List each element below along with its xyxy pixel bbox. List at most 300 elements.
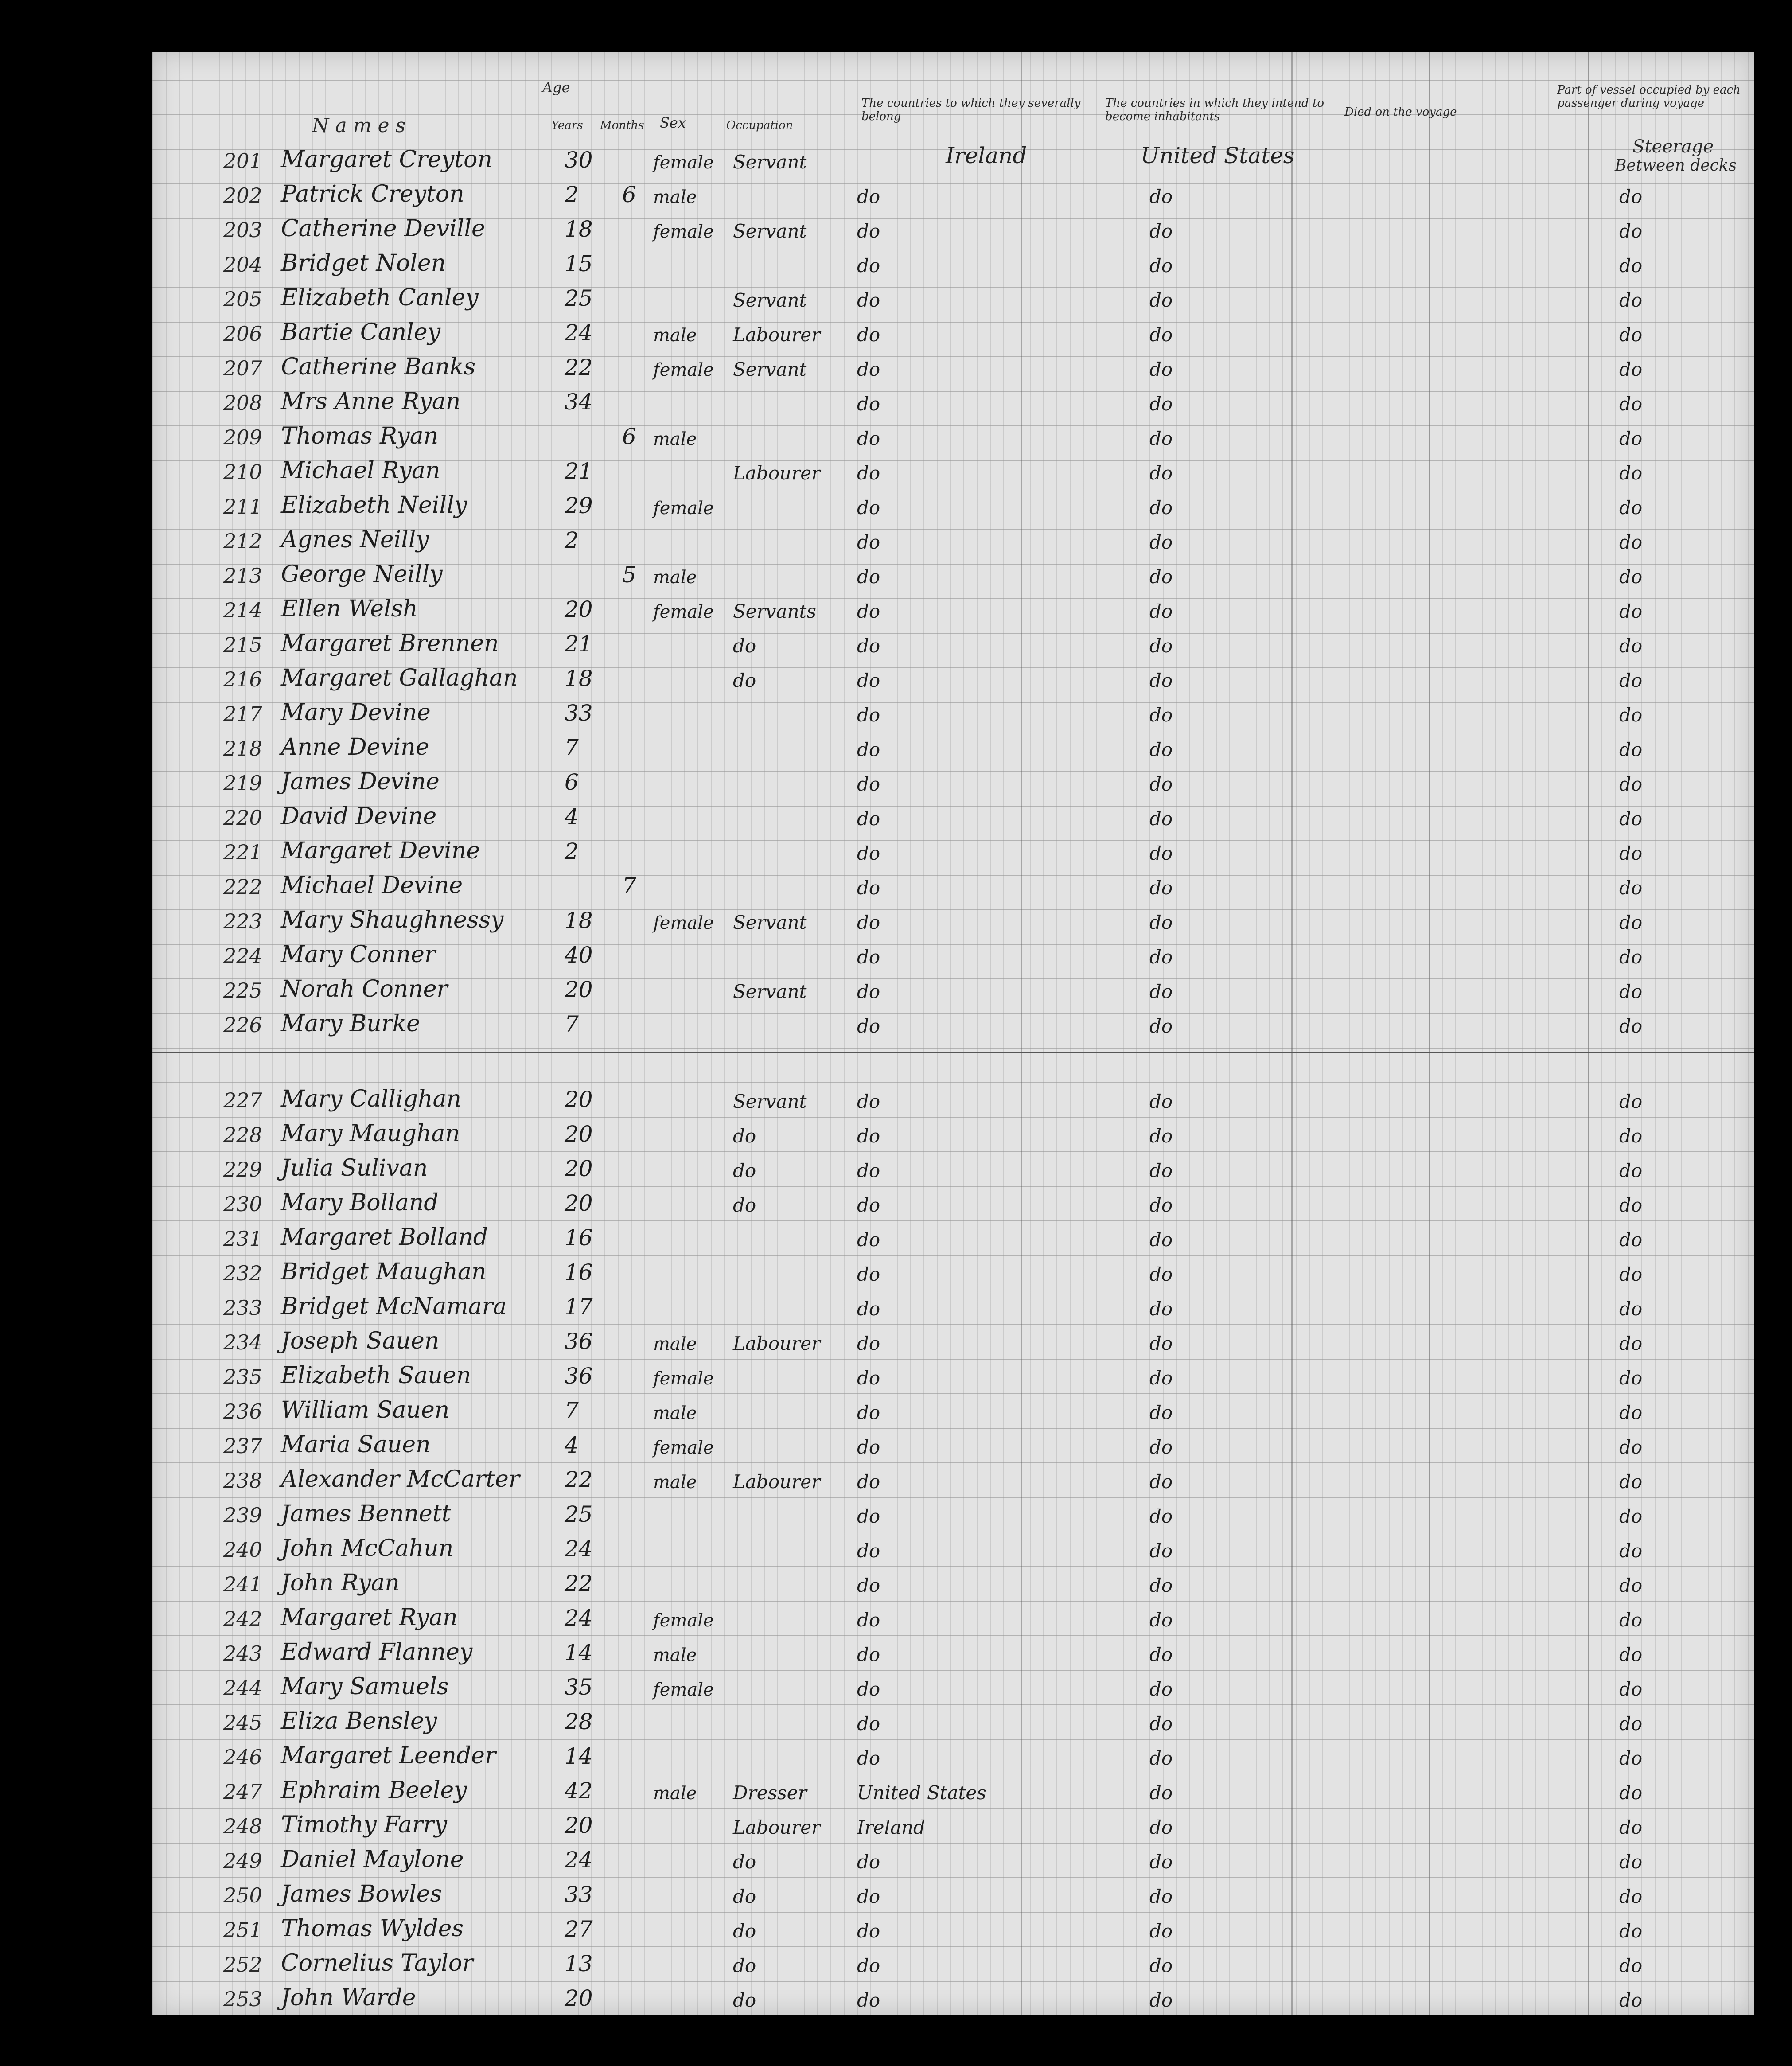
vessel-part: do: [1619, 1091, 1643, 1112]
occupation: Servant: [733, 1091, 807, 1112]
age-years: 20: [565, 1190, 593, 1216]
sex: female: [653, 602, 714, 622]
age-years: 36: [565, 1363, 593, 1389]
passenger-name: Margaret Brennen: [281, 630, 499, 657]
vessel-part: do: [1619, 1263, 1643, 1285]
country-inhabit: do: [1149, 1367, 1173, 1389]
vessel-part: do: [1619, 462, 1643, 484]
row-number: 210: [223, 460, 262, 484]
row-201-country-inhabit: United States: [1141, 143, 1295, 168]
country-belong: do: [857, 1851, 880, 1873]
age-years: 34: [565, 389, 593, 415]
manifest-page: [152, 52, 1754, 2015]
vessel-part: do: [1619, 359, 1643, 380]
row-number: 225: [223, 978, 262, 1002]
table-row: [152, 1772, 1754, 1806]
occupation: do: [733, 1989, 756, 2011]
occupation: do: [733, 1160, 756, 1181]
row-number: 205: [223, 287, 262, 311]
occupation: Servant: [733, 359, 807, 380]
vessel-part: do: [1619, 1471, 1643, 1493]
table-row: [152, 694, 1754, 729]
country-belong: do: [857, 186, 880, 207]
sex: female: [653, 1610, 714, 1631]
country-belong: do: [857, 1367, 880, 1389]
country-inhabit: do: [1149, 773, 1173, 795]
row-number: 231: [223, 1227, 262, 1251]
vessel-part: do: [1619, 1678, 1643, 1700]
country-inhabit: do: [1149, 255, 1173, 277]
age-years: 29: [565, 493, 593, 518]
passenger-name: Julia Sulivan: [281, 1155, 428, 1181]
country-belong: do: [857, 1886, 880, 1907]
table-row: [152, 1357, 1754, 1392]
table-row: [152, 383, 1754, 417]
row-number: 235: [223, 1365, 262, 1389]
country-inhabit: do: [1149, 324, 1173, 346]
row-number: 203: [223, 218, 262, 242]
country-inhabit: do: [1149, 600, 1173, 622]
passenger-name: Alexander McCarter: [281, 1466, 520, 1493]
header-part-vessel: Part of vessel occupied by each passenger during voyage: [1557, 83, 1741, 110]
table-row: [152, 175, 1754, 210]
row-number: 250: [223, 1883, 262, 1907]
sex: male: [653, 429, 697, 449]
row-number: 252: [223, 1953, 262, 1976]
header-sex: Sex: [660, 114, 686, 131]
sex: female: [653, 1368, 714, 1389]
row-number: 229: [223, 1158, 262, 1181]
vessel-part: do: [1619, 1015, 1643, 1037]
age-years: 15: [565, 251, 593, 277]
table-row: [152, 901, 1754, 936]
vessel-part: do: [1619, 531, 1643, 553]
age-months: 5: [622, 562, 636, 588]
passenger-name: James Bowles: [281, 1881, 442, 1907]
row-number: 253: [223, 1987, 262, 2011]
table-row: [152, 729, 1754, 763]
country-belong: do: [857, 428, 880, 449]
table-row: [152, 348, 1754, 383]
sex: female: [653, 498, 714, 518]
table-row: [152, 1219, 1754, 1253]
passenger-name: Mary Conner: [281, 941, 436, 968]
country-belong: do: [857, 1955, 880, 1976]
table-row: [152, 1945, 1754, 1979]
country-inhabit: do: [1149, 531, 1173, 553]
country-belong: do: [857, 255, 880, 277]
age-months: 7: [622, 873, 636, 899]
row-number: 233: [223, 1296, 262, 1320]
age-years: 4: [565, 1432, 579, 1458]
age-years: 21: [565, 631, 593, 657]
row-number: 220: [223, 806, 262, 830]
age-years: 7: [565, 1398, 579, 1423]
age-years: 25: [565, 1501, 593, 1527]
table-row: [152, 659, 1754, 694]
vessel-part: do: [1619, 1609, 1643, 1631]
sex: male: [653, 325, 697, 346]
occupation: do: [733, 1886, 756, 1907]
age-years: 18: [565, 216, 593, 242]
vessel-part: do: [1619, 1747, 1643, 1769]
age-years: 20: [565, 1156, 593, 1181]
passenger-name: David Devine: [281, 803, 437, 830]
vessel-part: do: [1619, 1125, 1643, 1147]
age-years: 2: [565, 838, 579, 864]
row-number: 226: [223, 1013, 262, 1037]
row-number: 209: [223, 425, 262, 449]
header-months: Months: [600, 119, 644, 132]
country-inhabit: do: [1149, 1333, 1173, 1354]
country-inhabit: do: [1149, 566, 1173, 588]
age-years: 33: [565, 700, 593, 726]
row-number: 223: [223, 909, 262, 933]
country-inhabit: do: [1149, 1817, 1173, 1838]
passenger-name: Anne Devine: [281, 734, 429, 760]
age-years: 14: [565, 1640, 593, 1665]
country-inhabit: do: [1149, 1851, 1173, 1873]
sex: female: [653, 1438, 714, 1458]
country-belong: do: [857, 1229, 880, 1251]
passenger-name: Ellen Welsh: [281, 596, 418, 622]
table-row: [152, 867, 1754, 901]
vessel-part: do: [1619, 1505, 1643, 1527]
row-number: 249: [223, 1849, 262, 1873]
table-row: [152, 1806, 1754, 1841]
table-row: [152, 521, 1754, 556]
row-number: 243: [223, 1641, 262, 1665]
age-years: 20: [565, 1087, 593, 1112]
country-belong: do: [857, 566, 880, 588]
country-belong: do: [857, 1160, 880, 1181]
country-inhabit: do: [1149, 1160, 1173, 1181]
passenger-name: Ephraim Beeley: [281, 1777, 467, 1804]
age-years: 7: [565, 735, 579, 760]
row-number: 248: [223, 1814, 262, 1838]
country-belong: do: [857, 1747, 880, 1769]
table-row: [152, 1875, 1754, 1910]
table-row: [152, 1253, 1754, 1288]
header-occupation: Occupation: [726, 119, 793, 132]
table-row: [152, 417, 1754, 452]
vessel-part: do: [1619, 255, 1643, 277]
country-belong: do: [857, 635, 880, 657]
country-belong: do: [857, 1678, 880, 1700]
passenger-name: James Bennett: [281, 1501, 451, 1527]
age-years: 27: [565, 1916, 593, 1942]
country-belong: do: [857, 289, 880, 311]
row-number: 251: [223, 1918, 262, 1942]
vessel-part: do: [1619, 842, 1643, 864]
country-inhabit: do: [1149, 1955, 1173, 1976]
row-201-country-belong: Ireland: [946, 143, 1027, 168]
age-years: 28: [565, 1709, 593, 1735]
table-row: [152, 1703, 1754, 1737]
age-years: 36: [565, 1329, 593, 1354]
age-years: 13: [565, 1951, 593, 1976]
passenger-name: Norah Conner: [281, 976, 448, 1002]
country-belong: do: [857, 1989, 880, 2011]
country-inhabit: do: [1149, 704, 1173, 726]
table-row: [152, 487, 1754, 521]
sex: female: [653, 1680, 714, 1700]
country-belong: do: [857, 1402, 880, 1423]
passenger-name: Catherine Deville: [281, 215, 485, 242]
table-row: [152, 556, 1754, 590]
passenger-name: Mary Bolland: [281, 1189, 439, 1216]
table-row: [152, 1495, 1754, 1530]
country-inhabit: do: [1149, 670, 1173, 691]
sex: female: [653, 913, 714, 933]
country-belong: do: [857, 600, 880, 622]
country-inhabit: do: [1149, 1920, 1173, 1942]
vessel-part: do: [1619, 428, 1643, 449]
country-inhabit: do: [1149, 1782, 1173, 1804]
country-belong: do: [857, 773, 880, 795]
country-belong: do: [857, 981, 880, 1002]
country-inhabit: do: [1149, 739, 1173, 760]
age-months: 6: [622, 424, 636, 449]
passenger-name: Mary Shaughnessy: [281, 907, 504, 933]
header-country-inhabit: The countries in which they intend to become inhabitants: [1105, 97, 1325, 123]
passenger-name: Mary Devine: [281, 699, 431, 726]
age-years: 24: [565, 1536, 593, 1562]
passenger-name: Elizabeth Sauen: [281, 1362, 471, 1389]
age-years: 24: [565, 1847, 593, 1873]
vessel-part: do: [1619, 704, 1643, 726]
passenger-name: Mary Samuels: [281, 1673, 449, 1700]
country-inhabit: do: [1149, 1713, 1173, 1735]
vessel-part: do: [1619, 324, 1643, 346]
row-number: 228: [223, 1123, 262, 1147]
table-row: [152, 279, 1754, 314]
vessel-part: do: [1619, 1194, 1643, 1216]
vessel-part: do: [1619, 289, 1643, 311]
country-belong: do: [857, 1505, 880, 1527]
occupation: Labourer: [733, 1817, 821, 1838]
occupation: do: [733, 1955, 756, 1976]
country-inhabit: do: [1149, 946, 1173, 968]
row-number: 224: [223, 944, 262, 968]
passenger-name: Patrick Creyton: [281, 181, 464, 207]
country-inhabit: do: [1149, 1125, 1173, 1147]
passenger-name: Mrs Anne Ryan: [281, 388, 461, 415]
country-belong: do: [857, 220, 880, 242]
table-row: [152, 314, 1754, 348]
passenger-name: Mary Maughan: [281, 1120, 460, 1147]
occupation: Servant: [733, 981, 807, 1002]
table-row: [152, 1564, 1754, 1599]
age-years: 17: [565, 1294, 593, 1320]
vessel-part: do: [1619, 393, 1643, 415]
country-inhabit: do: [1149, 1644, 1173, 1665]
country-belong: do: [857, 1091, 880, 1112]
row-number: 216: [223, 667, 262, 691]
table-row: [152, 1150, 1754, 1184]
passenger-name: Thomas Ryan: [281, 423, 439, 449]
vessel-part: do: [1619, 635, 1643, 657]
age-years: 4: [565, 804, 579, 830]
passenger-name: Joseph Sauen: [281, 1328, 440, 1354]
country-inhabit: do: [1149, 877, 1173, 899]
passenger-name: Margaret Gallaghan: [281, 665, 518, 691]
age-years: 20: [565, 1985, 593, 2011]
passenger-name: Catherine Banks: [281, 354, 476, 380]
country-inhabit: do: [1149, 1989, 1173, 2011]
passenger-name: Cornelius Taylor: [281, 1950, 474, 1976]
occupation: Labourer: [733, 324, 821, 346]
table-row: [152, 1841, 1754, 1875]
passenger-name: Mary Burke: [281, 1010, 420, 1037]
sex: female: [653, 222, 714, 242]
row-number: 214: [223, 598, 262, 622]
country-belong: do: [857, 1263, 880, 1285]
sex: male: [653, 567, 697, 588]
header-between-decks: Between decks: [1615, 156, 1737, 175]
country-inhabit: do: [1149, 1298, 1173, 1320]
table-row: [152, 1910, 1754, 1945]
passenger-name: Margaret Leender: [281, 1742, 496, 1769]
vessel-part: do: [1619, 946, 1643, 968]
row-number: 206: [223, 322, 262, 346]
age-years: 24: [565, 1605, 593, 1631]
country-belong: do: [857, 531, 880, 553]
table-row: [152, 1115, 1754, 1150]
country-belong: do: [857, 808, 880, 830]
occupation: Labourer: [733, 1333, 821, 1354]
age-years: 25: [565, 285, 593, 311]
country-inhabit: do: [1149, 981, 1173, 1002]
row-number: 234: [223, 1330, 262, 1354]
occupation: Dresser: [733, 1782, 807, 1804]
country-belong: Ireland: [857, 1817, 925, 1838]
country-belong: do: [857, 704, 880, 726]
age-years: 42: [565, 1778, 593, 1804]
table-row: [152, 452, 1754, 487]
table-row: [152, 1461, 1754, 1495]
vessel-part: do: [1619, 1540, 1643, 1562]
section-divider: [152, 1052, 1754, 1053]
passenger-name: Edward Flanney: [281, 1639, 473, 1665]
age-years: 7: [565, 1011, 579, 1037]
age-years: 18: [565, 666, 593, 691]
vessel-part: do: [1619, 1298, 1643, 1320]
country-belong: do: [857, 1644, 880, 1665]
row-number: 247: [223, 1780, 262, 1804]
table-row: [152, 1633, 1754, 1668]
country-inhabit: do: [1149, 1471, 1173, 1493]
passenger-name: Michael Devine: [281, 872, 463, 899]
country-inhabit: do: [1149, 462, 1173, 484]
country-inhabit: do: [1149, 1540, 1173, 1562]
row-number: 207: [223, 356, 262, 380]
age-years: 40: [565, 942, 593, 968]
row-number: 211: [223, 495, 262, 518]
vessel-part: do: [1619, 220, 1643, 242]
country-belong: do: [857, 324, 880, 346]
vessel-part: do: [1619, 1955, 1643, 1976]
country-belong: do: [857, 1713, 880, 1735]
passenger-name: John McCahun: [281, 1535, 454, 1562]
occupation: Servant: [733, 151, 807, 173]
header-steerage: Steerage: [1632, 136, 1714, 157]
occupation: Servant: [733, 912, 807, 933]
country-belong: do: [857, 1609, 880, 1631]
row-number: 201: [223, 149, 262, 173]
country-belong: do: [857, 497, 880, 518]
passenger-name: George Neilly: [281, 561, 443, 588]
age-years: 35: [565, 1674, 593, 1700]
vessel-part: do: [1619, 670, 1643, 691]
header-died: Died on the voyage: [1344, 105, 1457, 119]
occupation: Labourer: [733, 1471, 821, 1493]
vessel-part: do: [1619, 1989, 1643, 2011]
vessel-part: do: [1619, 566, 1643, 588]
header-years: Years: [551, 119, 583, 132]
vessel-part: do: [1619, 912, 1643, 933]
passenger-name: Maria Sauen: [281, 1431, 431, 1458]
vessel-part: do: [1619, 1782, 1643, 1804]
country-belong: do: [857, 1920, 880, 1942]
row-number: 208: [223, 391, 262, 415]
header-country-belong: The countries to which they severally belong: [861, 97, 1081, 123]
table-row: [152, 936, 1754, 971]
table-row: [152, 1005, 1754, 1040]
age-years: 18: [565, 908, 593, 933]
country-belong: do: [857, 1333, 880, 1354]
vessel-part: do: [1619, 739, 1643, 760]
vessel-part: do: [1619, 1713, 1643, 1735]
row-number: 212: [223, 529, 262, 553]
sex: female: [653, 360, 714, 380]
row-number: 242: [223, 1607, 262, 1631]
row-number: 213: [223, 564, 262, 588]
country-inhabit: do: [1149, 1609, 1173, 1631]
vessel-part: do: [1619, 497, 1643, 518]
country-belong: do: [857, 946, 880, 968]
table-row: [152, 1322, 1754, 1357]
row-number: 218: [223, 737, 262, 760]
passenger-name: Agnes Neilly: [281, 526, 429, 553]
row-number: 244: [223, 1676, 262, 1700]
row-number: 230: [223, 1192, 262, 1216]
country-belong: do: [857, 670, 880, 691]
vessel-part: do: [1619, 1575, 1643, 1596]
passenger-name: Bridget Maughan: [281, 1259, 487, 1285]
table-row: [152, 1184, 1754, 1219]
table-row: [152, 1979, 1754, 2014]
age-years: 20: [565, 1121, 593, 1147]
table-row: [152, 245, 1754, 279]
vessel-part: do: [1619, 1229, 1643, 1251]
passenger-name: Bartie Canley: [281, 319, 440, 346]
occupation: Labourer: [733, 462, 821, 484]
passenger-name: James Devine: [281, 768, 440, 795]
row-number: 246: [223, 1745, 262, 1769]
country-inhabit: do: [1149, 1402, 1173, 1423]
vessel-part: do: [1619, 773, 1643, 795]
passenger-name: John Warde: [281, 1984, 416, 2011]
age-years: 20: [565, 596, 593, 622]
age-months: 6: [622, 182, 636, 207]
table-row: [152, 1530, 1754, 1564]
country-inhabit: do: [1149, 808, 1173, 830]
country-inhabit: do: [1149, 1575, 1173, 1596]
table-row: [152, 1426, 1754, 1461]
passenger-name: Margaret Creyton: [281, 146, 492, 173]
table-row: [152, 971, 1754, 1005]
